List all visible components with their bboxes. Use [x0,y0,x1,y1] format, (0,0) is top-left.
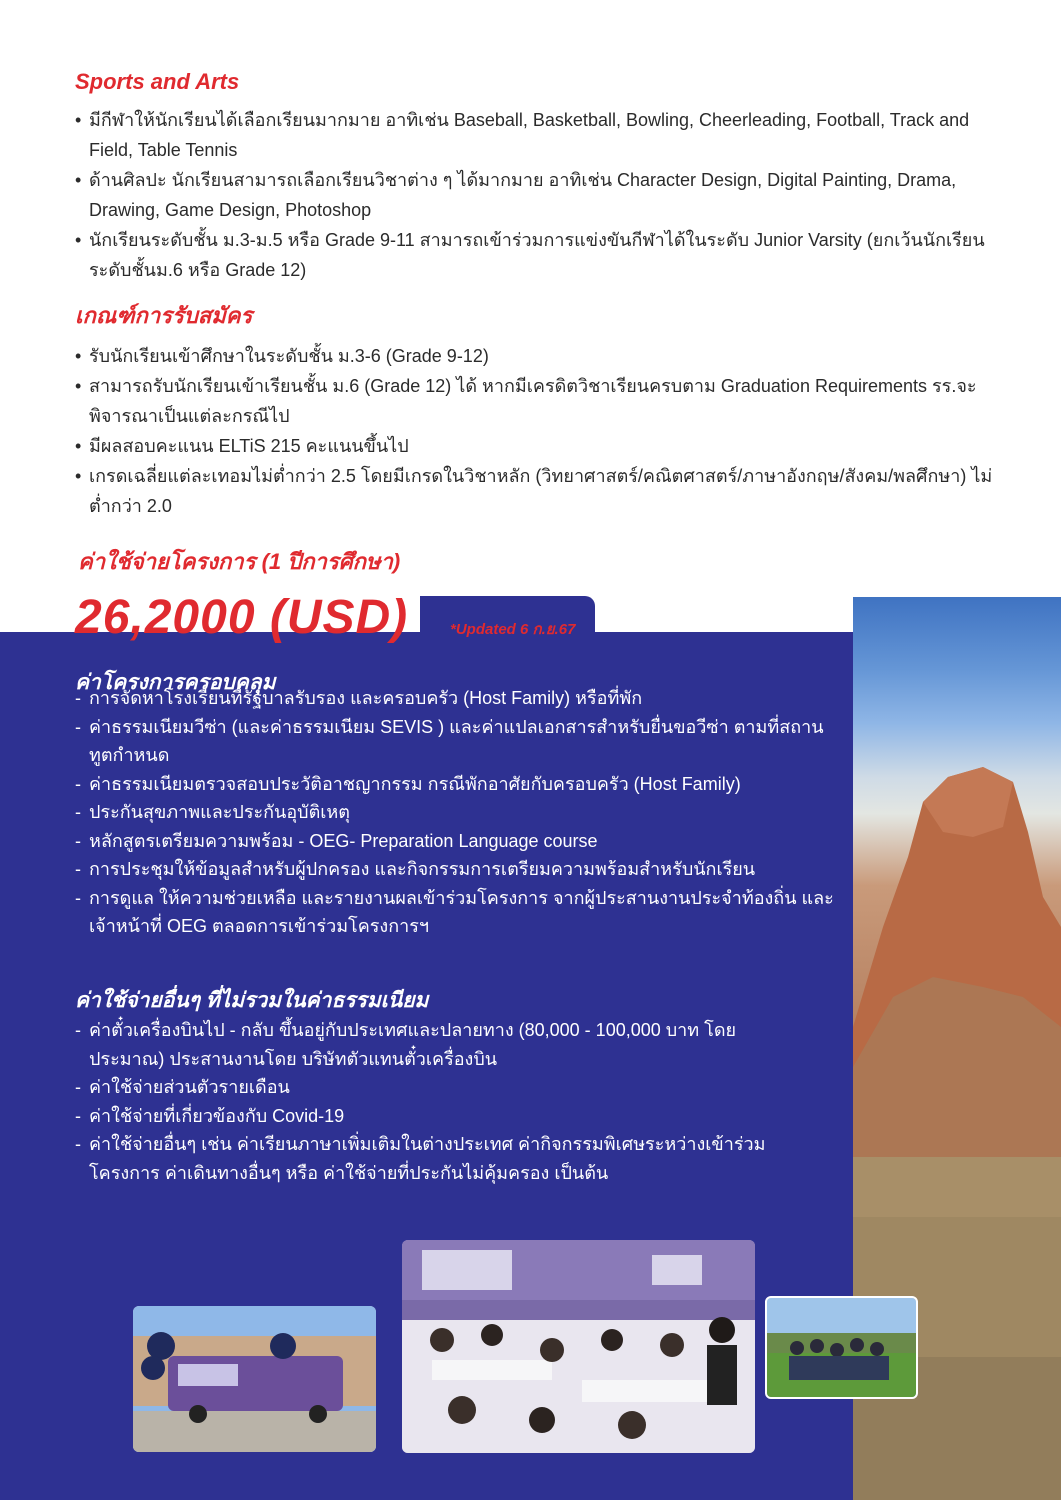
list-item: - การประชุมให้ข้อมูลสำหรับผู้ปกครอง และกิจกรรมการเตรียมความพร้อมสำหรับนักเรียน [75,855,845,884]
included-list [75,684,845,941]
list-item: - การจัดหาโรงเรียนที่รัฐบาลรับรอง และครอบครัว (Host Family) หรือที่พัก [75,684,845,713]
price-update-note: *Updated 6 ก.ย.67 [450,621,576,638]
list-item: - ประกันสุขภาพและประกันอุบัติเหตุ [75,798,845,827]
excluded-list [75,1016,775,1187]
program-price: 26,2000 (USD) [75,591,409,644]
included-heading: ค่าโครงการครอบคลุม [75,671,276,694]
list-item: - หลักสูตรเตรียมความพร้อม - OEG- Preparation Language course [75,827,845,856]
list-item: - ค่าตั๋วเครื่องบินไป - กลับ ขึ้นอยู่กับประเทศและปลายทาง (80,000 - 100,000 บาท โดยประมาณ) ประสานงานโดย บริษัทตัวแทนตั๋วเครื่องบิน [75,1016,775,1073]
bus-photo [133,1306,376,1452]
list-item: • มีผลสอบคะแนน ELTiS 215 คะแนนขึ้นไป [75,431,995,461]
cost-heading: ค่าใช้จ่ายโครงการ (1 ปีการศึกษา) [78,549,401,574]
list-item: - ค่าธรรมเนียมตรวจสอบประวัติอาชญากรรม กรณีพักอาศัยกับครอบครัว (Host Family) [75,770,845,799]
list-item: - ค่าใช้จ่ายที่เกี่ยวข้องกับ Covid-19 [75,1102,775,1131]
list-item: • นักเรียนระดับชั้น ม.3-ม.5 หรือ Grade 9-11 สามารถเข้าร่วมการแข่งขันกีฬาได้ในระดับ Junior Varsity (ยกเว้นนักเรียนระดับชั้นม.6 หรือ Grade 12) [75,225,995,285]
list-item: - ค่าใช้จ่ายส่วนตัวรายเดือน [75,1073,775,1102]
list-item: - การดูแล ให้ความช่วยเหลือ และรายงานผลเข้าร่วมโครงการ จากผู้ประสานงานประจำท้องถิ่น และเจ้าหน้าที่ OEG ตลอดการเข้าร่วมโครงการฯ [75,884,845,941]
list-item: • สามารถรับนักเรียนเข้าเรียนชั้น ม.6 (Grade 12) ได้ หากมีเครดิตวิชาเรียนครบตาม Graduation Requirements รร.จะพิจารณาเป็นแต่ละกรณีไป [75,371,995,431]
group-photo [765,1296,918,1399]
list-item: - ค่าใช้จ่ายอื่นๆ เช่น ค่าเรียนภาษาเพิ่มเติมในต่างประเทศ ค่ากิจกรรมพิเศษระหว่างเข้าร่วมโครงการ ค่าเดินทางอื่นๆ หรือ ค่าใช้จ่ายที่ประกันไม่คุ้มครอง เป็นต้น [75,1130,775,1187]
list-item: • มีกีฬาให้นักเรียนได้เลือกเรียนมากมาย อาทิเช่น Baseball, Basketball, Bowling, Cheerleading, Football, Track and Field, Table Tennis [75,105,995,165]
criteria-list [75,341,995,521]
criteria-heading: เกณฑ์การรับสมัคร [75,303,253,328]
excluded-heading: ค่าใช้จ่ายอื่นๆ ที่ไม่รวมในค่าธรรมเนียม [75,989,429,1012]
sports-heading: Sports and Arts [75,69,240,94]
sports-list [75,105,995,285]
list-item: • ด้านศิลปะ นักเรียนสามารถเลือกเรียนวิชาต่าง ๆ ได้มากมาย อาทิเช่น Character Design, Digital Painting, Drama, Drawing, Game Design, Photoshop [75,165,995,225]
list-item: • รับนักเรียนเข้าศึกษาในระดับชั้น ม.3-6 (Grade 9-12) [75,341,995,371]
list-item: - ค่าธรรมเนียมวีซ่า (และค่าธรรมเนียม SEVIS ) และค่าแปลเอกสารสำหรับยื่นขอวีซ่า ตามที่สถานทูตกำหนด [75,713,845,770]
list-item: • เกรดเฉลี่ยแต่ละเทอมไม่ต่ำกว่า 2.5 โดยมีเกรดในวิชาหลัก (วิทยาศาสตร์/คณิตศาสตร์/ภาษาอังกฤษ/สังคม/พลศึกษา) ไม่ต่ำกว่า 2.0 [75,461,995,521]
classroom-photo [402,1240,755,1453]
